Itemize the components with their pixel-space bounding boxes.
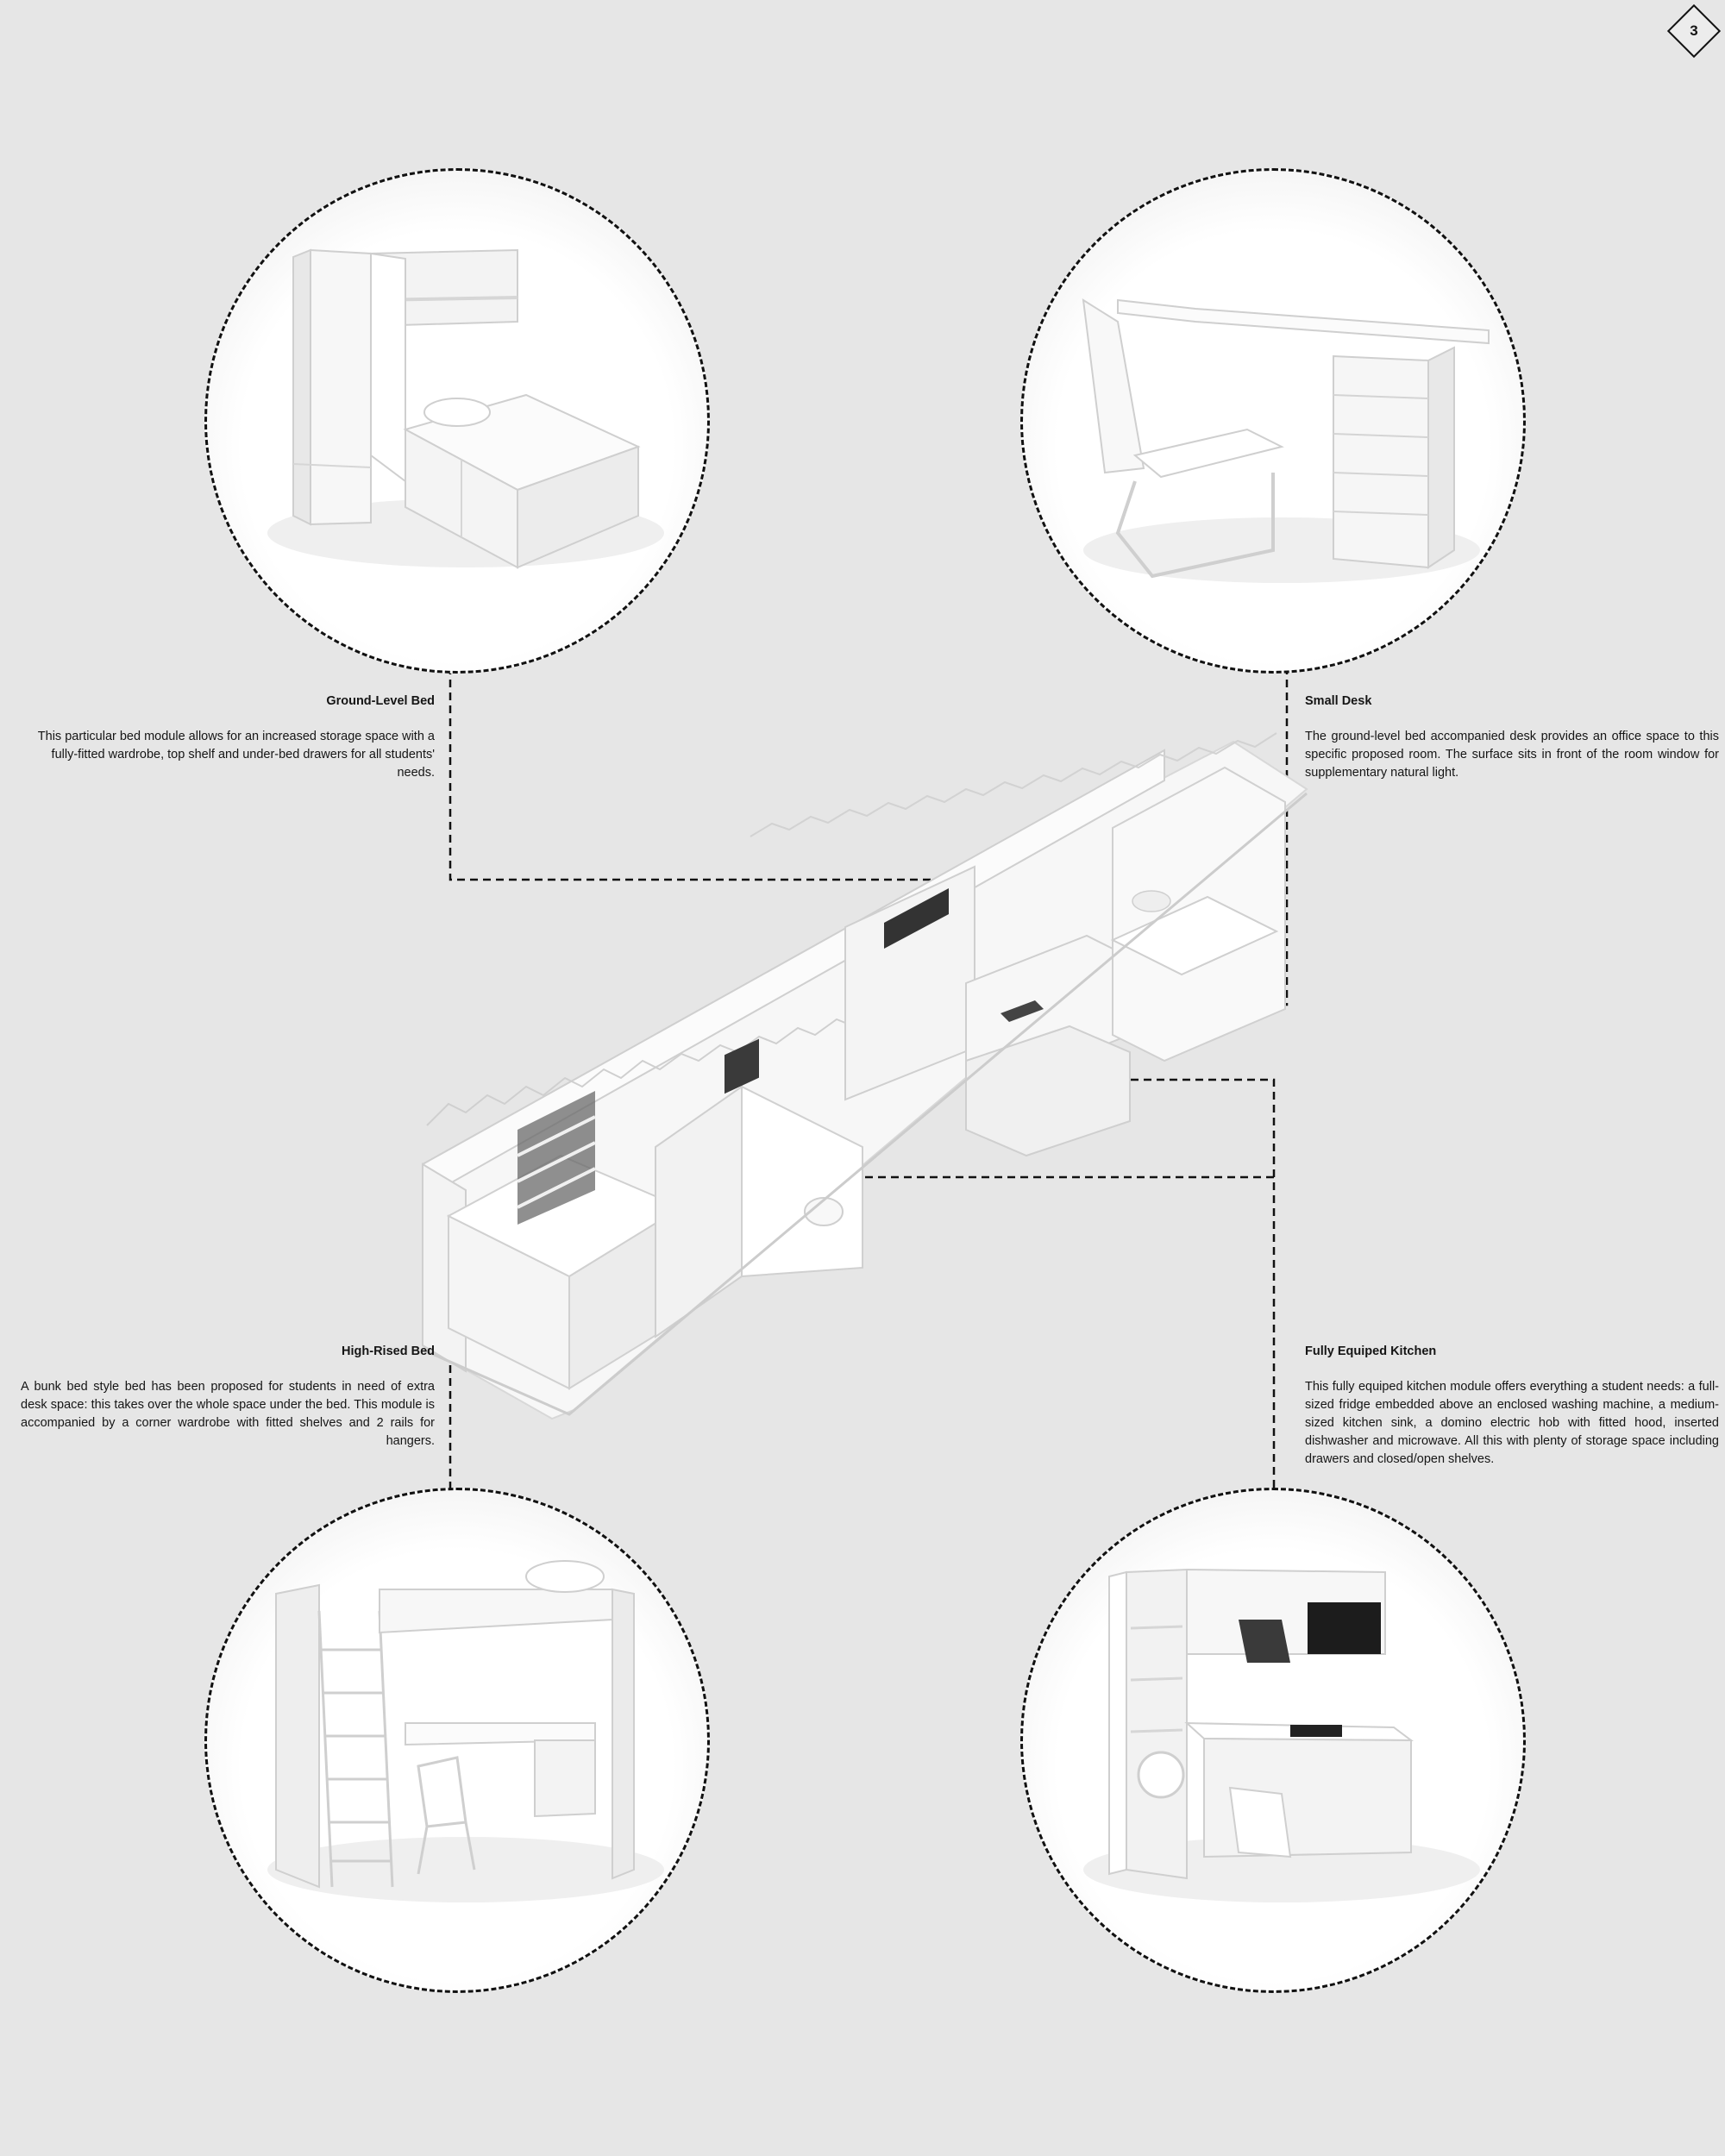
high-rised-bed-title: High-Rised Bed (342, 1344, 435, 1358)
ground-level-bed-render (207, 171, 707, 671)
under-desk-drawers (535, 1740, 595, 1816)
ground-bed-pillow (1132, 891, 1170, 912)
washing-machine (1138, 1752, 1183, 1797)
high-rised-bed-text: A bunk bed style bed has been proposed for students in need of extra desk space: this takes over the whole space under the bed. This module is accompanied by a corner wardrobe with fitted shelves and 2 rails for hangers. (21, 1380, 435, 1448)
wardrobe-front (310, 250, 371, 524)
chair-back (1083, 300, 1144, 473)
tall-unit (1126, 1570, 1187, 1878)
loft-pillow (526, 1561, 604, 1592)
hob-black (1290, 1725, 1342, 1737)
desk-top (1118, 300, 1489, 343)
ground-level-bed-title: Ground-Level Bed (326, 694, 435, 708)
ground-level-bed-circle (204, 168, 710, 674)
loft-bed (380, 1589, 612, 1633)
kitchen-title: Fully Equiped Kitchen (1305, 1344, 1437, 1358)
pillow (424, 398, 490, 426)
ground-level-bed-description (21, 693, 435, 782)
high-rised-bed-circle (204, 1488, 710, 1993)
drawer-unit (1333, 356, 1428, 567)
small-desk-description (1305, 693, 1719, 782)
dishwasher-door (1230, 1788, 1290, 1857)
page-number: 3 (1690, 22, 1698, 39)
high-rised-bed-description (21, 1343, 435, 1451)
kitchen-render (1023, 1490, 1523, 1990)
open-door (1109, 1572, 1126, 1874)
wardrobe-side (293, 250, 310, 524)
small-desk-circle (1020, 168, 1526, 674)
small-desk-title: Small Desk (1305, 694, 1372, 708)
hood-dark (1239, 1620, 1290, 1663)
corner-wardrobe (276, 1585, 319, 1887)
kitchen-circle (1020, 1488, 1526, 1993)
microwave-black (1308, 1602, 1381, 1654)
small-desk-render (1023, 171, 1523, 671)
wardrobe-door (371, 254, 405, 481)
chair-seat (1135, 429, 1282, 477)
kitchen-text: This fully equiped kitchen module offers everything a student needs: a full-sized fridge embedded above an enclosed washing machine, a medium-sized kitchen sink, a domino electric hob with fitted hood, inserted dishwasher and microwave. All this with plenty of storage space including drawers and closed/open shelves. (1305, 1380, 1719, 1466)
small-desk-text: The ground-level bed accompanied desk provides an office space to this specific proposed room. The surface sits in front of the room window for supplementary natural light. (1305, 730, 1719, 780)
ground-level-bed-text: This particular bed module allows for an increased storage space with a fully-fitted wardrobe, top shelf and under-bed drawers for all students' needs. (37, 730, 435, 780)
drawer-unit-side (1428, 348, 1454, 567)
kitchen-description (1305, 1343, 1719, 1469)
bed-end-panel (612, 1589, 634, 1878)
high-rised-bed-render (207, 1490, 707, 1990)
